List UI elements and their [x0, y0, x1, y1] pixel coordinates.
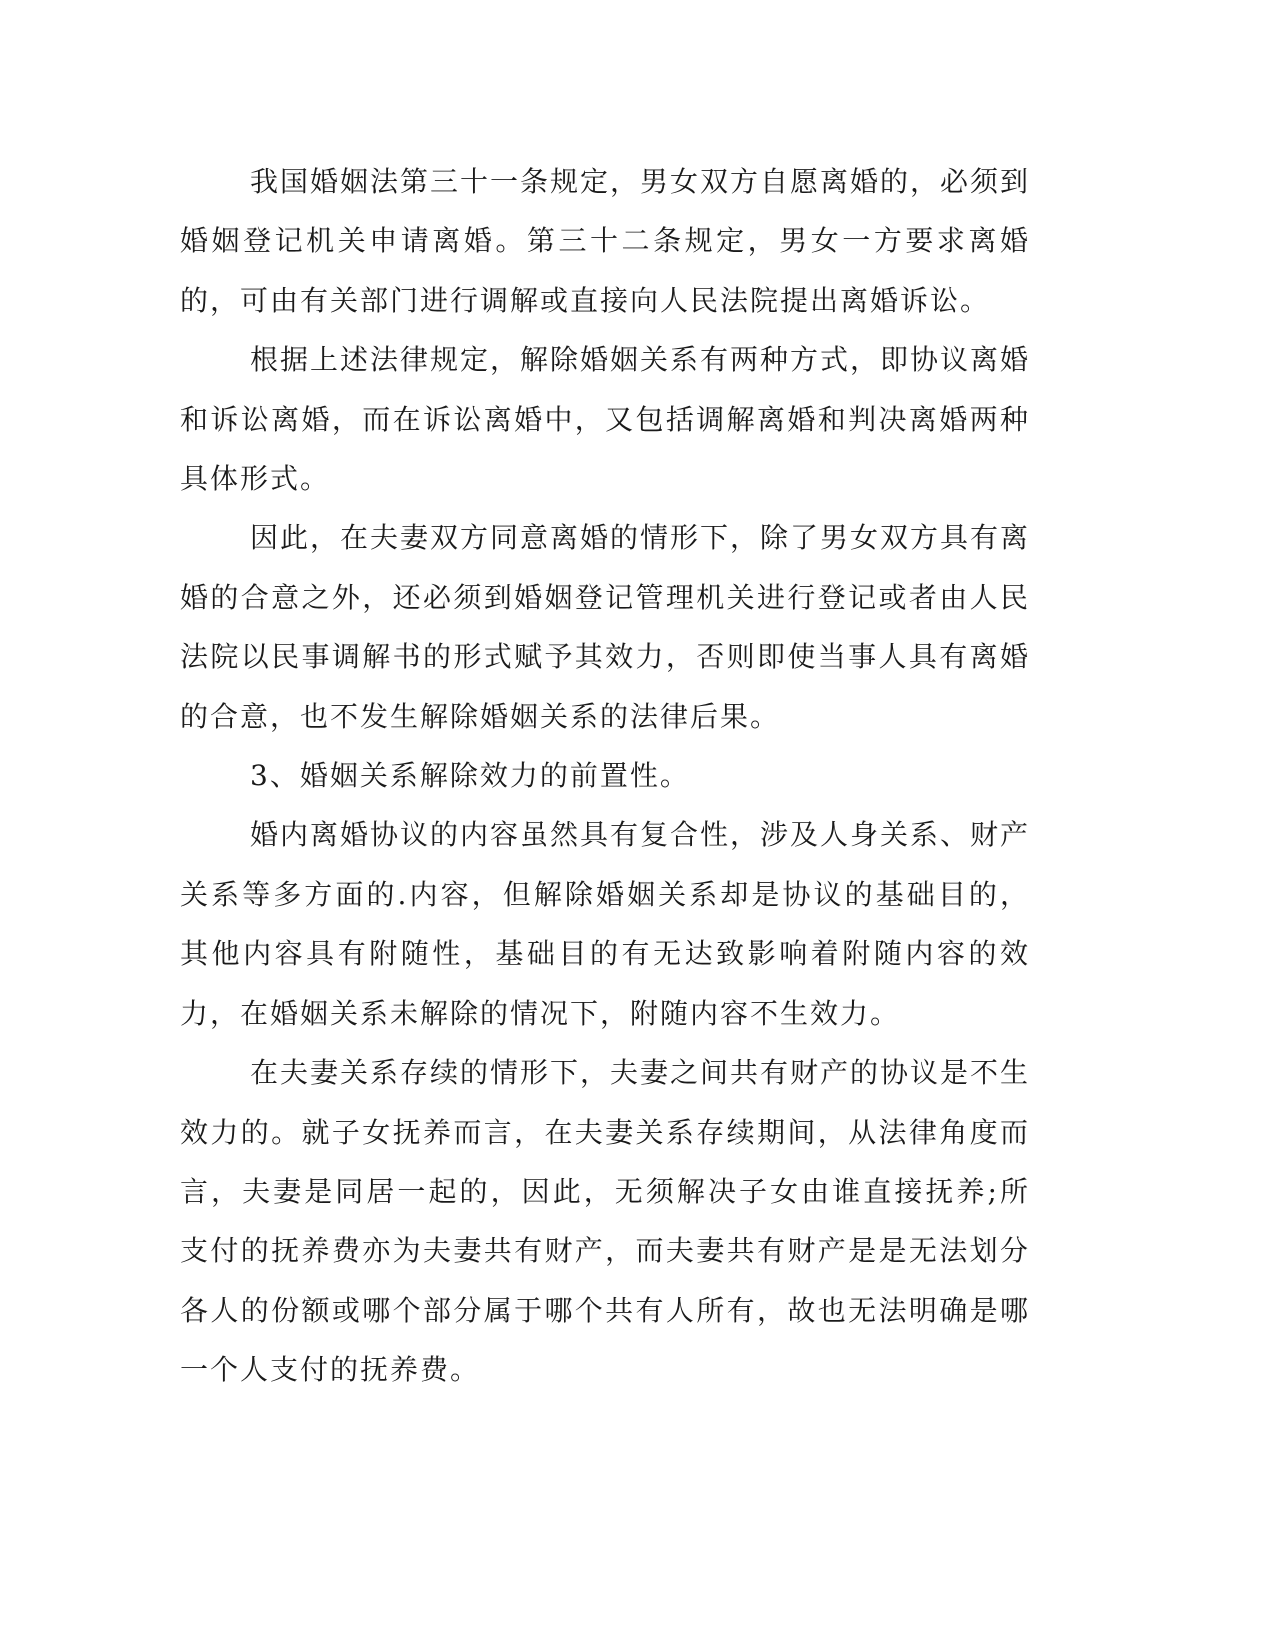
section-heading-prerequisite: 3、婚姻关系解除效力的前置性。 — [250, 759, 690, 793]
paragraph-two-divorce-methods: 根据上述法律规定，解除婚姻关系有两种方式，即协议离婚和诉讼离婚，而在诉讼离婚中，又包括调解离婚和判决离婚两种具体形式。 — [180, 343, 1031, 496]
paragraph-agreement-content: 婚内离婚协议的内容虽然具有复合性，涉及人身关系、财产关系等多方面的.内容，但解除婚姻关系却是协议的基础目的，其他内容具有附随性，基础目的有无达致影响着附随内容的效力，在婚姻关系未解除的情况下，附随内容不生效力。 — [180, 818, 1031, 1030]
document-body — [180, 152, 1030, 1400]
paragraph-divorce-law-articles: 我国婚姻法第三十一条规定，男女双方自愿离婚的，必须到婚姻登记机关申请离婚。第三十二条规定，男女一方要求离婚的，可由有关部门进行调解或直接向人民法院提出离婚诉讼。 — [180, 165, 1031, 317]
paragraph-registration-requirement: 因此，在夫妻双方同意离婚的情形下，除了男女双方具有离婚的合意之外，还必须到婚姻登记管理机关进行登记或者由人民法院以民事调解书的形式赋予其效力，否则即使当事人具有离婚的合意，也不发生解除婚姻关系的法律后果。 — [180, 521, 1031, 733]
paragraph-joint-property: 在夫妻关系存续的情形下，夫妻之间共有财产的协议是不生效力的。就子女抚养而言，在夫妻关系存续期间，从法律角度而言，夫妻是同居一起的，因此，无须解决子女由谁直接抚养;所支付的抚养费亦为夫妻共有财产，而夫妻共有财产是是无法划分各人的份额或哪个部分属于哪个共有人所有，故也无法明确是哪一个人支付的抚养费。 — [180, 1056, 1031, 1387]
